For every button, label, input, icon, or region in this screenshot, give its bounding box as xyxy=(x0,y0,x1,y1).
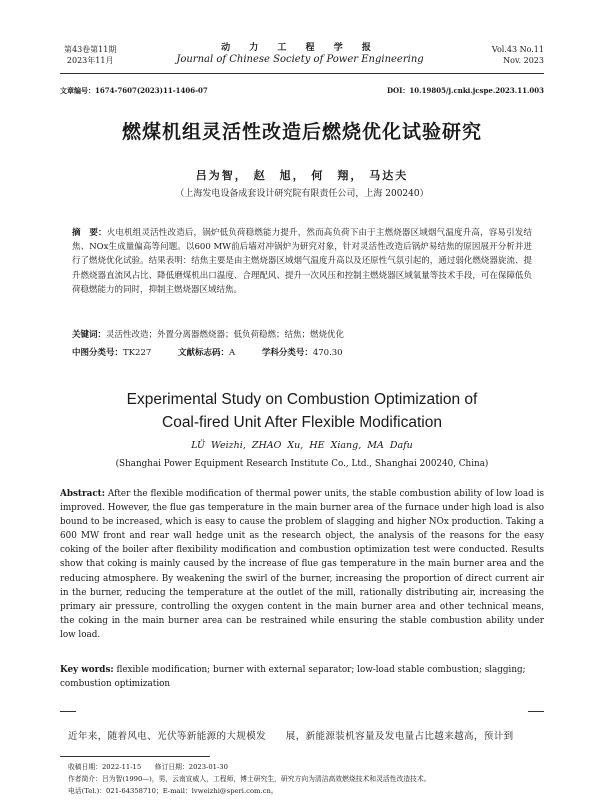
subject-label: 学科分类号： xyxy=(261,348,313,358)
abstract-cn-text: 火电机组灵活性改造后，锅炉低负荷稳燃能力提升，然而高负荷下由于主燃烧器区域烟气温度升高，容易引发结焦、NOx生成量偏高等问题。以600 MW前后墙对冲锅炉为研究对象，针对灵活性改造后锅炉易结焦的原因展开分析并进行了燃烧优化试验。结果表明：结焦主要是由主燃烧器区域烟气温度升高以及还原性气氛引起的，通过弱化燃烧器旋流、提升燃烧器直流风占比、降低磨煤机出口温度、合理配风、提升一次风压和控制主燃烧器区域氧量等技术手段，可在保障低负荷稳燃能力的同时，抑制主燃烧器区域结焦。 xyxy=(72,228,532,295)
doc-code-label: 文献标志码： xyxy=(177,348,229,358)
header-rule xyxy=(60,73,544,74)
clc-label: 中图分类号： xyxy=(72,348,124,358)
doc-code-item xyxy=(178,347,235,359)
abstract-cn xyxy=(72,226,532,297)
footnote-rule xyxy=(60,756,210,757)
header-volume-en-block xyxy=(488,44,544,66)
journal-name-cn: 动 力 工 程 学 报 xyxy=(221,43,379,53)
doc-code-value: A xyxy=(228,348,236,358)
title-en-line1: Experimental Study on Combustion Optimization of xyxy=(126,391,478,408)
journal-name-en: Journal of Chinese Society of Power Engineering xyxy=(176,54,424,65)
footnote-contact: 电话(Tel.)：021-64358710；E-mail：lvweizhi@speri.com.cn。 xyxy=(68,787,278,795)
affiliation-en: (Shanghai Power Equipment Research Institute Co., Ltd., Shanghai 200240, China) xyxy=(115,459,489,469)
keywords-cn-text: 灵活性改造；外置分离器燃烧器；低负荷稳燃；结焦；燃烧优化 xyxy=(106,330,345,340)
subject-value: 470.30 xyxy=(312,348,343,358)
title-cn: 燃煤机组灵活性改造后燃烧优化试验研究 xyxy=(121,121,482,143)
classification-row xyxy=(72,347,532,359)
article-number: 文章编号：1674-7607(2023)11-1406-07 xyxy=(60,86,208,95)
footnote-received: 收稿日期：2022-11-15 修订日期：2023-01-30 xyxy=(68,763,228,771)
footnote-bio: 作者简介：吕为智(1990—)，男，云南宣威人，工程师，博士研究生，研究方向为清洁高效燃烧技术和灵活性改造技术。 xyxy=(68,775,431,783)
header-volume-en: Vol.43 No.11 xyxy=(491,45,544,54)
abstract-en xyxy=(60,487,544,642)
keywords-cn-label: 关键词： xyxy=(72,330,107,340)
authors-cn: 吕为智， 赵 旭， 何 翔， 马达夫 xyxy=(195,169,409,182)
subject-item xyxy=(262,347,343,359)
clc-value: TK227 xyxy=(123,348,152,358)
keywords-en-text: flexible modification; burner with external separator; low-load stable combustion; slagging; combustion optimization xyxy=(60,665,526,689)
affiliation-cn: （上海发电设备成套设计研究院有限责任公司，上海 200240） xyxy=(175,189,429,199)
header-volume-cn-block xyxy=(64,44,116,66)
abstract-en-label: Abstract: xyxy=(60,489,105,499)
doi: DOI：10.19805/j.cnki.jcspe.2023.11.003 xyxy=(386,86,544,95)
keywords-en-label: Key words: xyxy=(60,665,114,675)
authors-en: LÜ Weizhi, ZHAO Xu, HE Xiang, MA Dafu xyxy=(191,440,413,451)
clc-item xyxy=(72,347,151,359)
header-date-cn: 2023年11月 xyxy=(66,56,114,65)
abstract-cn-label: 摘 要： xyxy=(72,228,107,238)
header-date-en: Nov. 2023 xyxy=(503,56,544,65)
section-divider-right xyxy=(528,711,544,712)
title-en xyxy=(60,388,544,434)
intro-line: 近年来，随着风电、光伏等新能源的大规模发 展，新能源装机容量及发电量占比越来越高，预计到 xyxy=(68,731,514,742)
section-divider-left xyxy=(60,711,76,712)
abstract-en-text: After the flexible modification of thermal power units, the stable combustion ability of low load is improved. However, the flue gas temperature in the main burner area of the furnace under high load is also bound to be increased, which is easy to cause the problem of slagging and higher NOx production. Taking a 600 MW front and rear wall hedge unit as the research object, the analysis of the reasons for the easy coking of the boiler after flexibility modification and combustion optimization test were conducted. Results show that coking is mainly caused by the increase of flue gas temperature in the main burner area and the reducing atmosphere. By weakening the swirl of the burner, increasing the proportion of direct current air in the burner, reducing the temperature at the outlet of the mill, rationally distributing air, increasing the primary air pressure, controlling the oxygen content in the main burner area and other technical means, the coking in the main burner area can be restrained while ensuring the stable combustion ability under low load. xyxy=(60,489,544,640)
header-volume-cn: 第43卷第11期 xyxy=(64,45,117,54)
header-journal-title xyxy=(150,42,450,66)
keywords-cn xyxy=(72,328,532,342)
title-en-line2: Coal-fired Unit After Flexible Modification xyxy=(162,414,442,431)
keywords-en xyxy=(60,663,544,691)
